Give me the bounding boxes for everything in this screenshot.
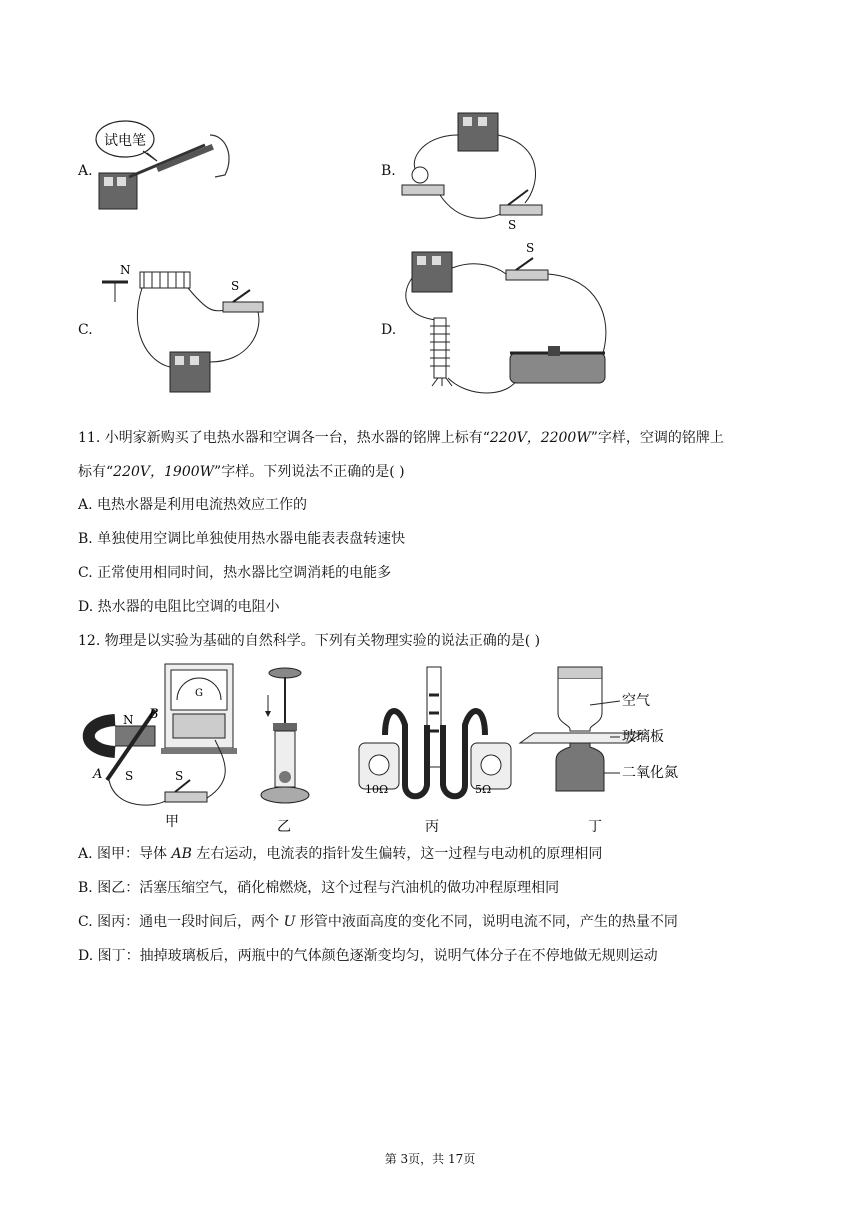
option-a-letter: A. [78, 163, 93, 179]
q12-option-c-pre: C. 图丙：通电一段时间后，两个 [78, 914, 284, 930]
q12-stem: 12. 物理是以实验为基础的自然科学。下列有关物理实验的说法正确的是( ) [78, 633, 541, 649]
callout-text: 试电笔 [104, 133, 146, 149]
q11-rating-heater: 220V，2200W [489, 430, 591, 446]
q11-stem-text-2a: 标有“ [78, 464, 114, 480]
switch-label-c: S [231, 279, 240, 293]
page-footer: 第 3页，共 17页 [384, 1152, 476, 1166]
q11-option-c[interactable]: C. 正常使用相同时间，热水器比空调消耗的电能多 [78, 565, 392, 581]
q12-option-a[interactable] [78, 844, 602, 864]
figure-10b-circuit [400, 105, 560, 230]
q12-option-b[interactable]: B. 图乙：活塞压缩空气，硝化棉燃烧，这个过程与汽油机的做功冲程原理相同 [78, 880, 560, 896]
figure-bing-caption: 丙 [425, 819, 439, 835]
figure-10d-rheostat-circuit [398, 238, 618, 406]
figure-12-bing-joule [355, 665, 515, 835]
q12-option-c-post: 形管中液面高度的变化不同，说明电流不同，产生的热量不同 [295, 914, 678, 930]
q11-rating-ac: 220V，1900W [113, 464, 215, 480]
figure-10a-test-pen [95, 115, 245, 215]
q11-option-d[interactable]: D. 热水器的电阻比空调的电阻小 [78, 599, 280, 615]
glass-label: 玻璃板 [622, 729, 664, 745]
q11-stem-text-1b: ”字样，空调的铭牌上 [590, 430, 724, 446]
figure-10c-electromagnet [98, 262, 268, 402]
q12-option-a-math: AB [171, 846, 192, 862]
q11-stem-line2 [78, 462, 405, 482]
q11-option-a[interactable]: A. 电热水器是利用电流热效应工作的 [78, 497, 308, 513]
rod-b-label: B [149, 707, 159, 722]
rod-a-label: A [93, 767, 103, 782]
q11-stem-text-1a: 11. 小明家新购买了电热水器和空调各一台，热水器的铭牌上标有“ [78, 430, 490, 446]
q11-stem-line1 [78, 428, 724, 448]
figure-ding-caption: 丁 [588, 819, 602, 835]
compass-label: N [120, 263, 131, 277]
resistor-10-label: 10Ω [365, 783, 389, 796]
q11-stem-text-2b: ”字样。下列说法不正确的是( ) [214, 464, 405, 480]
galvanometer-label: G [195, 688, 203, 699]
q12-option-c-math: U [283, 914, 296, 930]
switch-label-jia: S [175, 769, 184, 783]
switch-label: S [508, 218, 517, 232]
figure-12-ding-diffusion [530, 665, 690, 835]
option-c-letter: C. [78, 322, 93, 338]
figure-yi-caption: 乙 [277, 819, 291, 835]
option-d-letter: D. [381, 322, 397, 338]
resistor-5-label: 5Ω [475, 783, 492, 796]
q11-option-b[interactable]: B. 单独使用空调比单独使用热水器电能表表盘转速快 [78, 531, 406, 547]
q12-option-d[interactable]: D. 图丁：抽掉玻璃板后，两瓶中的气体颜色逐渐变均匀，说明气体分子在不停地做无规则运动 [78, 948, 658, 964]
no2-label: 二氧化氮 [622, 765, 678, 781]
figure-12-jia-generator [75, 660, 240, 830]
magnet-n-label: N [123, 713, 134, 727]
q12-option-c[interactable] [78, 912, 678, 932]
option-b-letter: B. [381, 163, 396, 179]
figure-12-yi-piston [255, 665, 315, 835]
q12-option-a-pre: A. 图甲：导体 [78, 846, 172, 862]
magnet-s-label: S [125, 769, 134, 783]
air-label: 空气 [622, 693, 650, 709]
figure-jia-caption: 甲 [165, 814, 179, 830]
switch-label-d: S [526, 241, 535, 255]
q12-option-a-post: 左右运动，电流表的指针发生偏转，这一过程与电动机的原理相同 [191, 846, 603, 862]
